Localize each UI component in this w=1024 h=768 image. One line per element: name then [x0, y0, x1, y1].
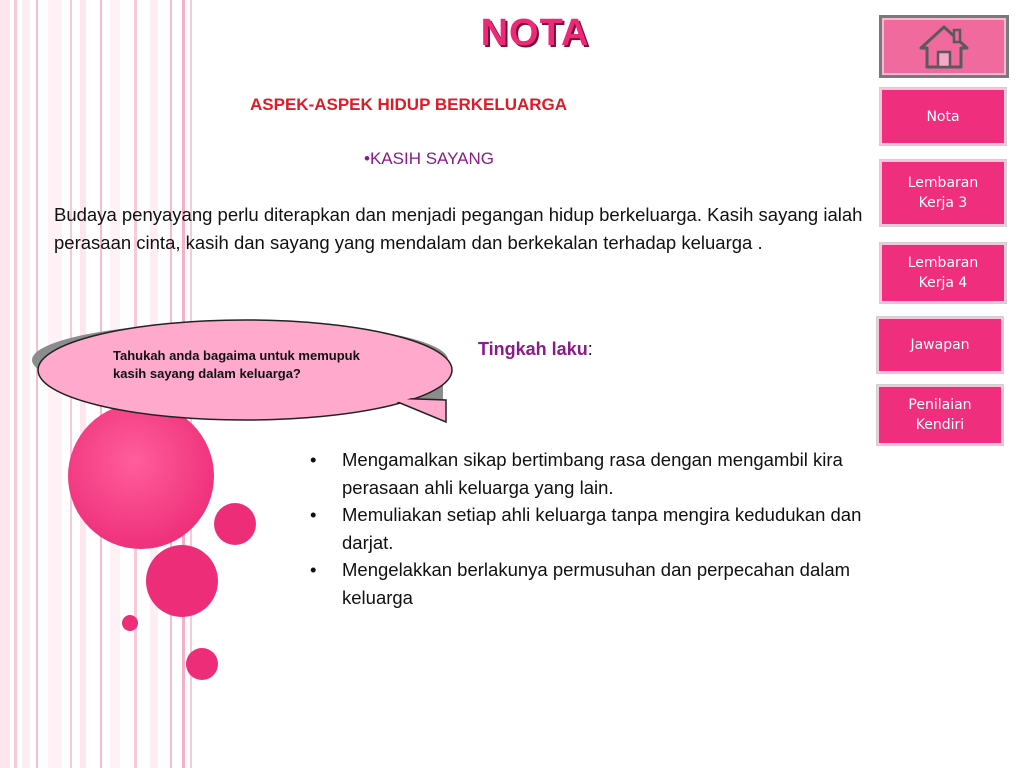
bullet-symbol: •	[310, 559, 317, 580]
list-item-text: Memuliakan setiap ahli keluarga tanpa mengira kedudukan dan darjat.	[342, 504, 862, 553]
home-icon	[918, 24, 970, 70]
callout-text: Tahukah anda bagaima untuk memupuk kasih sayang dalam keluarga?	[113, 348, 360, 381]
body-paragraph: Budaya penyayang perlu diterapkan dan menjadi pegangan hidup berkeluarga. Kasih sayang ialah perasaan cinta, kasih dan sayang yang mendalam dan berkekalan terhadap keluarga .	[54, 204, 863, 253]
behaviour-label: Tingkah laku	[478, 339, 588, 359]
decorative-circle-small	[122, 615, 138, 631]
decorative-circle-medium	[146, 545, 218, 617]
bullet-symbol: •	[310, 504, 317, 525]
list-item	[306, 501, 866, 556]
decorative-circle-medium	[214, 503, 256, 545]
behaviour-list	[306, 446, 866, 611]
nav-button-nota[interactable]: Nota	[880, 88, 1006, 145]
list-item-text: Mengelakkan berlakunya permusuhan dan perpecahan dalam keluarga	[342, 559, 851, 608]
section-subheading: •KASIH SAYANG	[364, 149, 495, 168]
decorative-circle-small	[186, 648, 218, 680]
slide-title: NOTA	[480, 12, 590, 54]
nav-button-penilaian-kendiri[interactable]: Penilaian Kendiri	[877, 385, 1003, 445]
behaviour-heading	[478, 339, 593, 360]
nav-button-lembaran-kerja-3[interactable]: Lembaran Kerja 3	[880, 160, 1006, 226]
list-item	[306, 446, 866, 501]
section-heading: ASPEK-ASPEK HIDUP BERKELUARGA	[250, 95, 568, 114]
list-item-text: Mengamalkan sikap bertimbang rasa dengan mengambil kira perasaan ahli keluarga yang lain.	[342, 449, 843, 498]
list-item	[306, 556, 866, 611]
behaviour-colon: :	[587, 339, 593, 359]
nav-button-jawapan[interactable]: Jawapan	[877, 317, 1003, 373]
home-button[interactable]	[879, 15, 1009, 78]
bullet-symbol: •	[310, 449, 317, 470]
nav-button-lembaran-kerja-4[interactable]: Lembaran Kerja 4	[880, 243, 1006, 303]
